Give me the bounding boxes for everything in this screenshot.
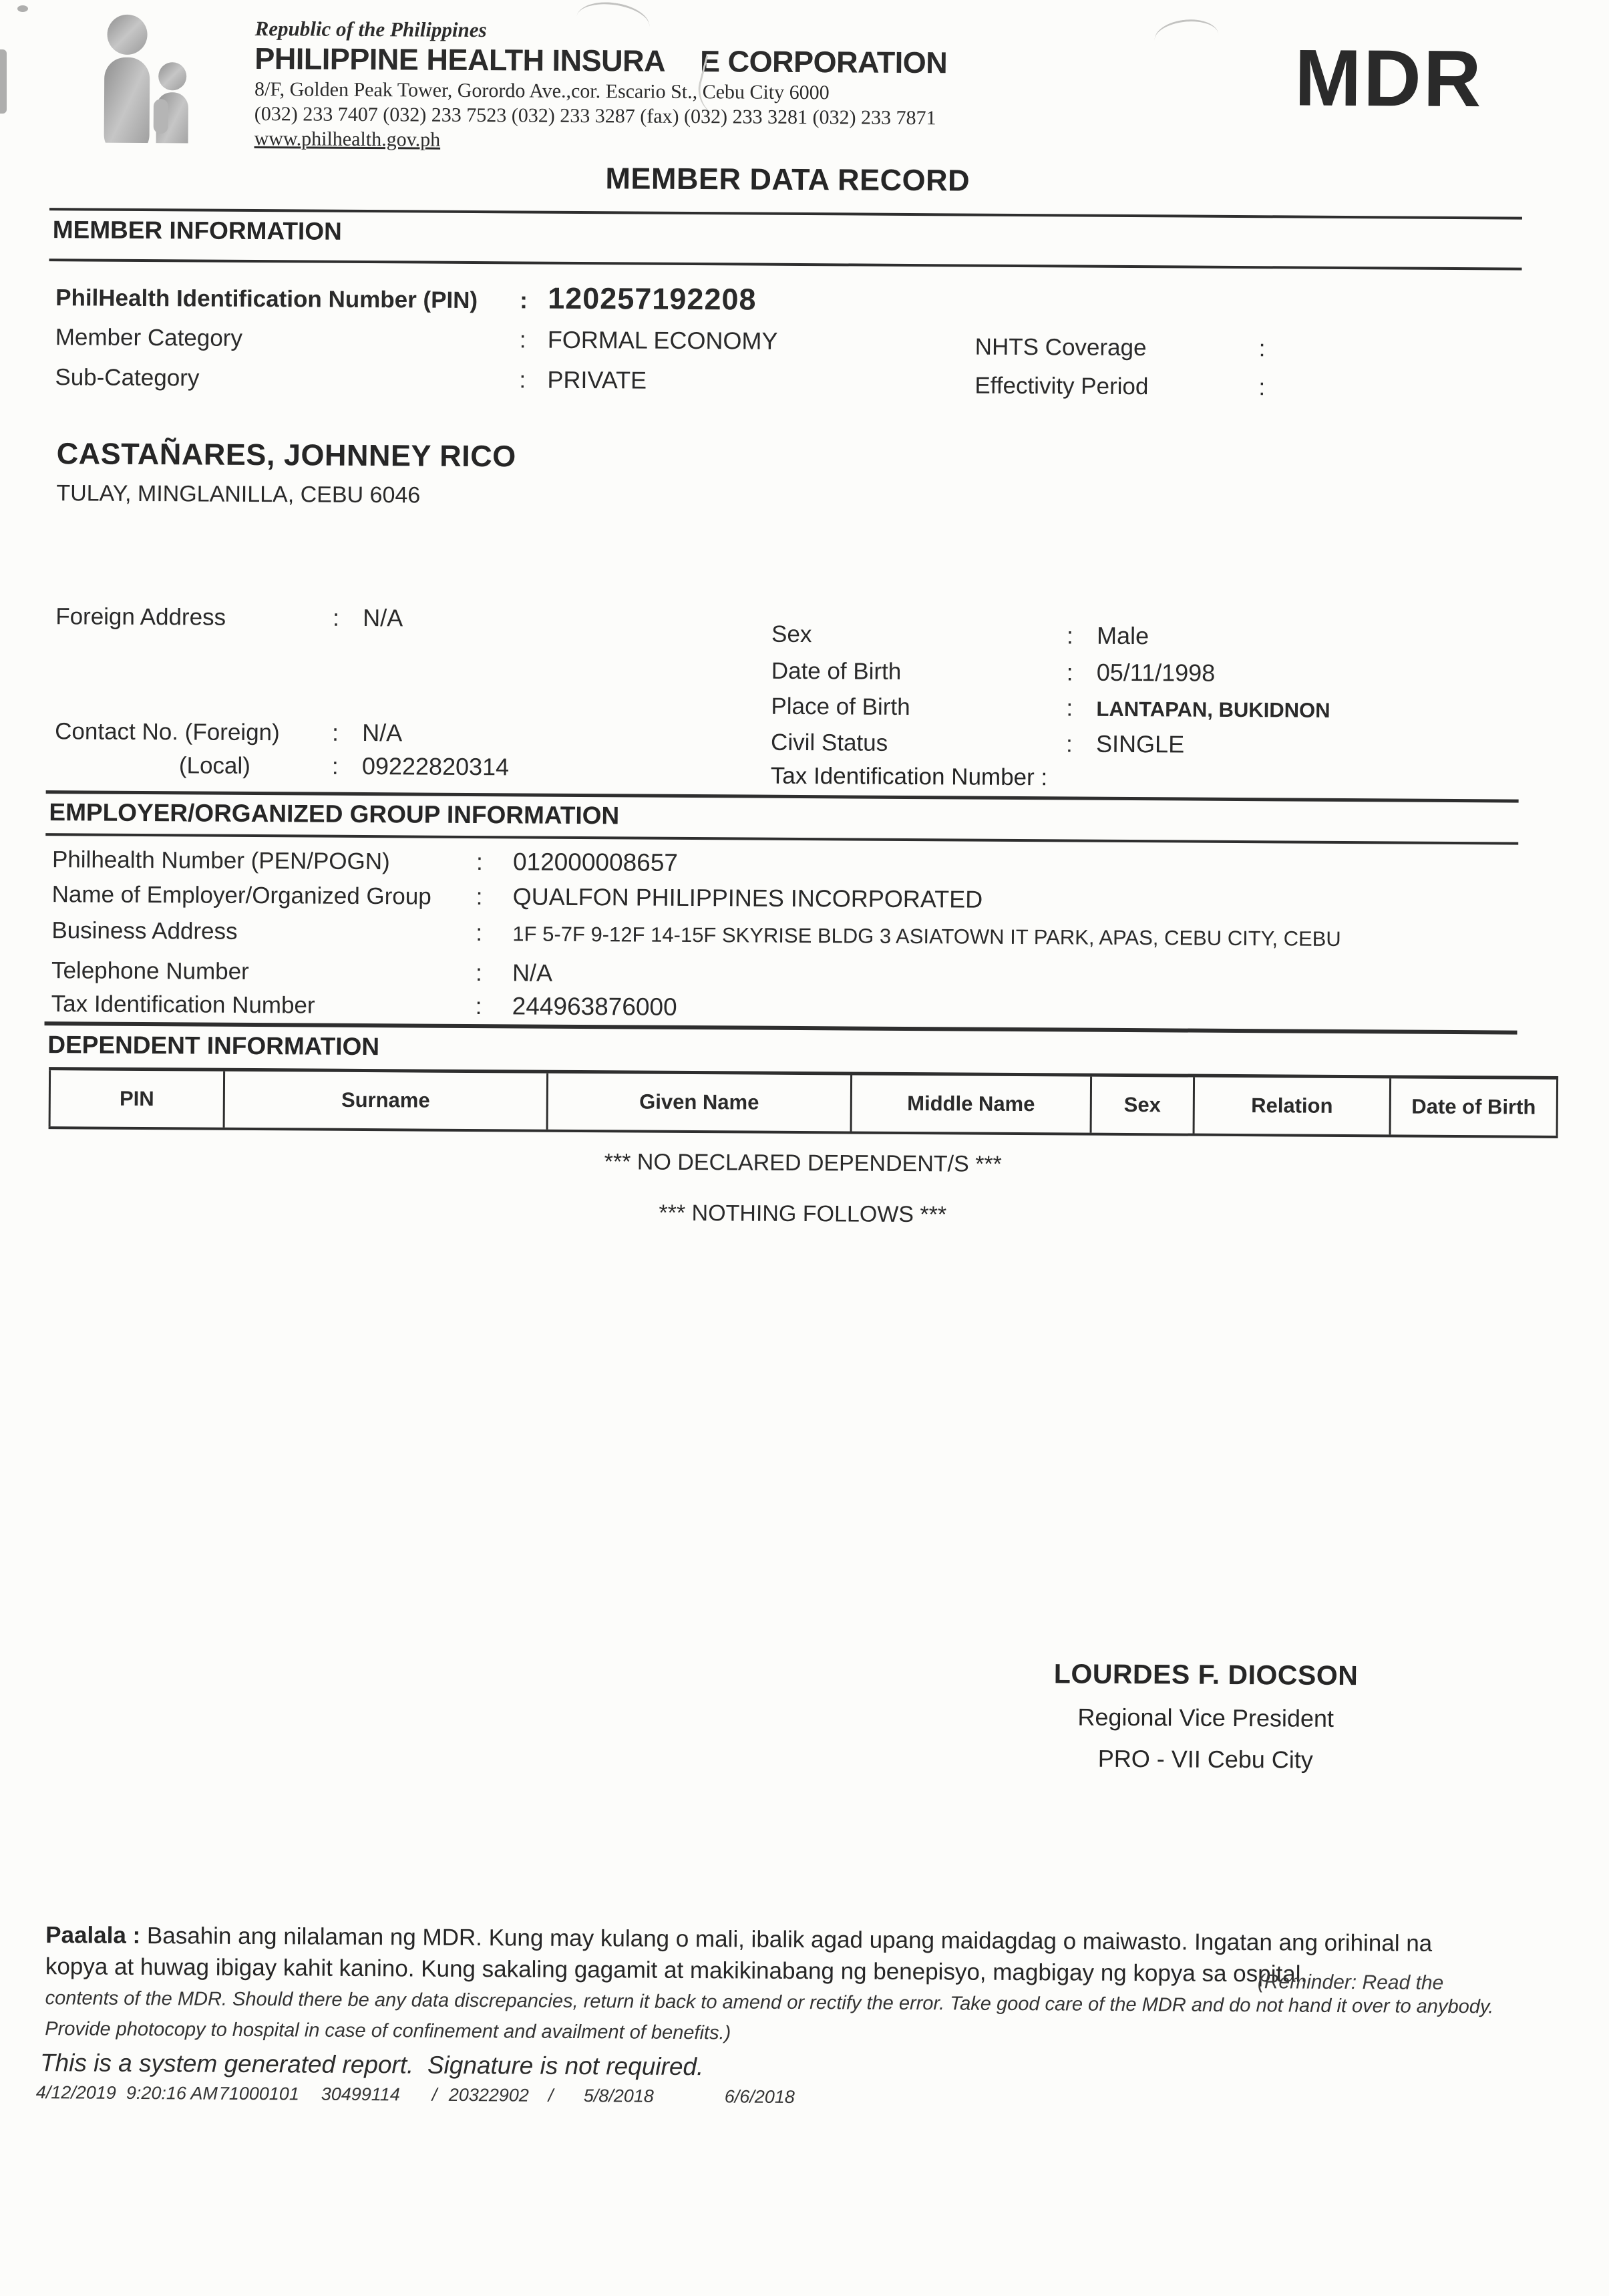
field-colon: : xyxy=(520,287,528,314)
field-member-tin xyxy=(771,763,1048,792)
field-colon: : xyxy=(1066,623,1073,649)
field-pin xyxy=(55,278,757,317)
field-employer-tin xyxy=(51,989,677,1021)
field-label: Sub-Category xyxy=(55,364,200,391)
field-colon: : xyxy=(519,327,526,353)
field-business-address xyxy=(51,917,1341,952)
field-value: N/A xyxy=(512,959,553,987)
field-label: Philhealth Number (PEN/POGN) xyxy=(51,846,390,875)
generation-date1: 5/8/2018 xyxy=(583,2086,654,2106)
field-label: Effectivity Period xyxy=(974,372,1149,400)
field-colon: : xyxy=(1258,374,1266,401)
field-label: Tax Identification Number xyxy=(770,762,1035,791)
table-header-middle-name: Middle Name xyxy=(852,1075,1093,1132)
field-contact-local xyxy=(55,750,509,781)
field-civil-status xyxy=(771,728,1184,759)
field-value: 012000008657 xyxy=(512,848,679,876)
field-colon: : xyxy=(1041,764,1048,791)
field-value: QUALFON PHILIPPINES INCORPORATED xyxy=(512,882,983,913)
scan-edge-mark xyxy=(17,5,28,12)
field-value: N/A xyxy=(363,604,403,632)
nothing-follows-note: *** NOTHING FOLLOWS *** xyxy=(659,1200,947,1228)
office-phones: (032) 233 7407 (032) 233 7523 (032) 233 3287 (fax) (032) 233 3281 (032) 233 7871 xyxy=(254,102,936,130)
field-colon: : xyxy=(1066,695,1073,721)
section-employer-information: EMPLOYER/ORGANIZED GROUP INFORMATION xyxy=(49,798,620,830)
document-title: MEMBER DATA RECORD xyxy=(605,161,970,198)
field-colon: : xyxy=(475,960,482,987)
field-employer-name xyxy=(52,880,983,914)
reminder-note-intro: (Reminder: Read the xyxy=(1257,1971,1444,1994)
field-value: SINGLE xyxy=(1095,729,1185,758)
field-label: Civil Status xyxy=(771,729,888,756)
field-value: 05/11/1998 xyxy=(1096,658,1216,687)
field-colon: : xyxy=(1066,659,1073,686)
mdr-acronym: MDR xyxy=(1294,33,1483,124)
generation-code2: 30499114 xyxy=(321,2084,400,2105)
generation-info-row xyxy=(0,2082,1597,2119)
table-header-sex: Sex xyxy=(1092,1077,1196,1134)
field-value: N/A xyxy=(362,718,403,747)
signatory-title: Regional Vice President xyxy=(1077,1703,1334,1732)
paalala-note-line2: kopya at huwag ibigay kahit kanino. Kung sakaling gagamit at makikinabang ng benepisyo, magbigay ng kopya sa ospital. xyxy=(45,1953,1308,1987)
field-value: PRIVATE xyxy=(547,365,647,394)
signatory-office: PRO - VII Cebu City xyxy=(1097,1744,1314,1774)
generation-separator: / xyxy=(431,2084,437,2105)
generation-code3: 20322902 xyxy=(448,2084,529,2106)
field-label: Date of Birth xyxy=(771,657,902,685)
field-label: Foreign Address xyxy=(55,603,226,631)
field-nhts-coverage xyxy=(975,334,1286,363)
field-label: Business Address xyxy=(51,917,238,945)
field-value: 1F 5-7F 9-12F 14-15F SKYRISE BLDG 3 ASIATOWN IT PARK, APAS, CEBU CITY, CEBU xyxy=(512,922,1341,951)
paalala-text: Basahin ang nilalaman ng MDR. Kung may kulang o mali, ibalik agad upang maidagdag o maiwasto. Ingatan ang orihinal na xyxy=(146,1923,1433,1957)
field-colon: : xyxy=(475,993,482,1020)
generation-code1: 71000101 xyxy=(218,2083,299,2104)
field-label: NHTS Coverage xyxy=(974,333,1147,361)
generation-date2: 6/6/2018 xyxy=(724,2086,795,2107)
generation-separator: / xyxy=(548,2085,554,2106)
section-member-information: MEMBER INFORMATION xyxy=(52,216,342,245)
corporation-name-part2: E CORPORATION xyxy=(699,44,948,80)
paalala-label: Paalala : xyxy=(45,1922,141,1949)
field-value: 120257192208 xyxy=(548,281,757,317)
field-value: 09222820314 xyxy=(361,752,510,781)
field-label: Member Category xyxy=(55,324,243,351)
field-sub-category xyxy=(55,363,647,394)
signatory-name: LOURDES F. DIOCSON xyxy=(1053,1658,1359,1691)
field-colon: : xyxy=(476,849,483,876)
field-colon: : xyxy=(331,753,339,780)
field-colon: : xyxy=(333,605,340,631)
table-header-surname: Surname xyxy=(225,1072,549,1130)
field-label: Contact No. (Foreign) xyxy=(55,718,280,746)
member-address: TULAY, MINGLANILLA, CEBU 6046 xyxy=(56,480,421,508)
table-header-relation: Relation xyxy=(1195,1078,1392,1135)
corporation-name-part1: PHILIPPINE HEALTH INSURA xyxy=(254,41,666,78)
letterhead xyxy=(75,10,948,155)
table-header-pin: PIN xyxy=(49,1070,226,1128)
generation-datetime: 4/12/2019 9:20:16 AM xyxy=(35,2082,218,2104)
field-sex xyxy=(771,620,1149,650)
field-contact-foreign xyxy=(55,717,402,747)
divider-line xyxy=(45,833,1518,844)
field-colon: : xyxy=(1258,335,1266,362)
field-telephone-number xyxy=(51,956,552,987)
field-value: FORMAL ECONOMY xyxy=(547,325,778,355)
field-colon: : xyxy=(476,884,483,911)
field-date-of-birth xyxy=(771,657,1216,687)
field-effectivity-period xyxy=(974,373,1285,401)
corporation-name xyxy=(254,41,947,81)
no-dependents-note: *** NO DECLARED DEPENDENT/S *** xyxy=(604,1149,1002,1177)
paalala-note-line1 xyxy=(45,1922,1432,1957)
republic-line: Republic of the Philippines xyxy=(254,16,487,42)
table-header-date-of-birth: Date of Birth xyxy=(1391,1078,1559,1136)
dependents-table xyxy=(49,1067,1559,1138)
member-name: CASTAÑARES, JOHNNEY RICO xyxy=(56,436,516,474)
signatory-block xyxy=(989,1658,1423,1775)
field-colon: : xyxy=(332,719,339,746)
field-label: (Local) xyxy=(178,752,251,779)
office-address: 8/F, Golden Peak Tower, Gorordo Ave.,cor. Escario St., Cebu City 6000 xyxy=(254,77,830,104)
divider-line xyxy=(49,259,1522,270)
website-url: www.philhealth.gov.ph xyxy=(254,127,441,151)
field-pen xyxy=(52,845,678,877)
field-member-category xyxy=(55,323,778,355)
field-label: Sex xyxy=(771,621,812,648)
field-value: Male xyxy=(1096,621,1149,650)
field-value: 244963876000 xyxy=(512,992,677,1021)
field-label: PhilHealth Identification Number (PIN) xyxy=(55,285,478,314)
field-value: LANTAPAN, BUKIDNON xyxy=(1096,697,1330,722)
table-header-given-name: Given Name xyxy=(548,1074,853,1132)
reminder-note-line1: contents of the MDR. Should there be any data discrepancies, return it back to amend or rectify the error. Take good care of the MDR and do not hand it over to anybody. xyxy=(45,1987,1494,2018)
field-label: Place of Birth xyxy=(771,693,910,721)
philhealth-logo-icon xyxy=(75,10,232,143)
scan-fold-artifact xyxy=(1153,17,1220,58)
field-foreign-address xyxy=(55,602,403,632)
field-colon: : xyxy=(1066,731,1073,758)
system-generated-note: This is a system generated report. Signature is not required. xyxy=(39,2049,704,2081)
field-colon: : xyxy=(476,920,483,947)
field-place-of-birth xyxy=(771,693,1330,723)
scan-edge-mark xyxy=(0,49,7,114)
field-label: Name of Employer/Organized Group xyxy=(51,881,431,910)
field-label: Tax Identification Number xyxy=(51,991,315,1019)
field-label: Telephone Number xyxy=(51,957,249,985)
field-colon: : xyxy=(519,367,526,393)
section-dependent-information: DEPENDENT INFORMATION xyxy=(47,1031,380,1061)
reminder-note-line2: Provide photocopy to hospital in case of confinement and availment of benefits.) xyxy=(45,2018,731,2044)
